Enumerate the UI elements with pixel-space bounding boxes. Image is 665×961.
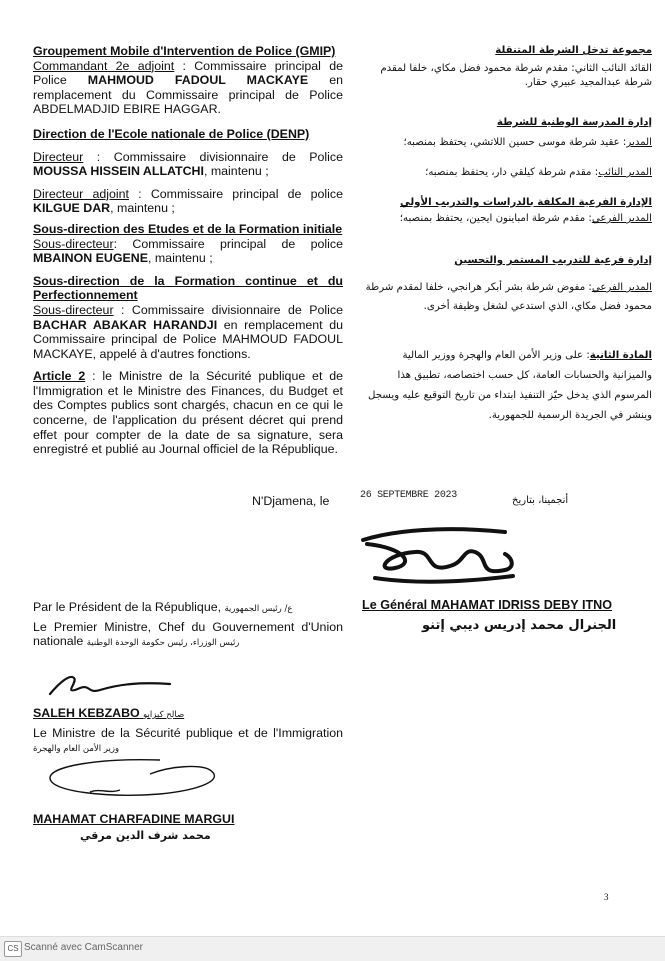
sdfcp-text-fr: : Commissaire divisionnaire de Police xyxy=(113,302,343,317)
page-number: 3 xyxy=(604,892,609,902)
article2-text-fr: : le Ministre de la Sécurité publique et de l'Immigration et le Ministre des Finances, du Budget et des Comptes publics sont chargés, chacun en ce qui le concerne, de l'application du présent décret qui prend effet pour compter de la date de sa signature, sera enregistré et publié au Journal officiel de la République. xyxy=(33,369,343,457)
gmip-role-ar: القائد النائب الثاني xyxy=(574,63,652,74)
sdefi-name-fr: MBAINON EUGENE xyxy=(33,251,148,266)
sdfcp-text-ar: : مفوض شرطة بشر أبكر هرانجي، خلفا لمقدم شرطة محمود فضل مكاي، الذي استدعي لشغل وظيفة أخرى. xyxy=(365,282,652,312)
denp-director-name-fr: MOUSSA HISSEIN ALLATCHI xyxy=(33,164,204,179)
denp-adjoint-name-fr: KILGUE DAR xyxy=(33,201,111,216)
minister-title-ar: وزير الأمن العام والهجرة xyxy=(33,744,120,754)
by-president-ar: ع/ رئيس الجمهورية xyxy=(224,604,293,614)
prime-minister-title-ar: رئيس الوزراء، رئيس حكومة الوحدة الوطنية xyxy=(86,638,240,648)
article2-label-ar: المادة الثانية xyxy=(589,350,652,361)
camscanner-logo-icon: CS xyxy=(4,941,22,957)
scanner-footer-text: Scanné avec CamScanner xyxy=(24,942,143,953)
gmip-text2-fr: en remplacement du Commissaire principal de Police ABDELMADJID EBIRE HAGGAR. xyxy=(33,73,343,117)
minister-title xyxy=(33,726,343,754)
denp-director-role-ar: المدير xyxy=(626,137,652,148)
sdfcp-paragraph-fr xyxy=(33,303,343,361)
prime-minister-title xyxy=(33,620,343,648)
denp-director-text-ar: : عقيد شرطة موسى حسين اللاتشي، يحتفظ بمنصبه؛ xyxy=(403,137,627,148)
place-date-ar: أنجمينا، بتاريخ xyxy=(512,495,569,506)
sdfcp-paragraph-ar xyxy=(360,278,652,316)
sdfcp-text2-fr: en remplacement du Commissaire principal de Police MAHMOUD FADOUL MACKAYE, appelé à d'autres fonctions. xyxy=(33,317,343,361)
gmip-paragraph-ar xyxy=(360,62,652,90)
gmip-name-fr: MAHMOUD FADOUL MACKAYE xyxy=(87,73,309,88)
denp-heading-fr: Direction de l'Ecole nationale de Police (DENP) xyxy=(33,126,310,141)
sdefi-end-fr: , maintenu ; xyxy=(147,251,213,266)
place-date-fr: N'Djamena, le xyxy=(252,494,330,508)
denp-adjoint-role-fr: Directeur adjoint xyxy=(33,186,129,201)
sdfcp-heading-fr: Sous-direction de la Formation continue et du Perfectionnement xyxy=(33,273,343,303)
denp-adjoint-end-fr: , maintenu ; xyxy=(110,201,175,216)
prime-minister-name xyxy=(33,706,184,720)
denp-adjoint-text-fr: : Commissaire principal de police xyxy=(128,186,343,201)
french-column xyxy=(33,44,343,457)
sdfcp-role-ar: المدير الفرعي xyxy=(591,282,652,293)
denp-adjoint-text-ar: : مقدم شرطة كيلقي دار، يحتفظ بمنصبه؛ xyxy=(425,167,599,178)
article2-label-fr: Article 2 xyxy=(33,369,86,384)
minister-name-fr: MAHAMAT CHARFADINE MARGUI xyxy=(33,812,235,826)
prime-minister-signature-icon xyxy=(40,664,180,704)
president-name-fr: Le Général MAHAMAT IDRISS DEBY ITNO xyxy=(362,598,613,612)
gmip-heading-ar: مجموعة تدخل الشرطة المتنقلة xyxy=(495,45,652,56)
gmip-text-ar: : مقدم شرطة محمود فضل مكاي، خلفا لمقدم شرطة عبدالمجيد عبيري حقار. xyxy=(380,63,652,88)
scanner-footer xyxy=(0,936,665,961)
sdfcp-heading-ar: إدارة فرعية للتدريب المستمر والتحسين xyxy=(454,255,652,266)
denp-director-text-fr: : Commissaire divisionnaire de Police xyxy=(83,149,343,164)
prime-minister-name-fr: SALEH KEBZABO xyxy=(33,706,140,720)
prime-minister-name-ar: صالح كبزابو xyxy=(143,710,185,720)
prime-minister-title-fr: Le Premier Ministre, Chef du Gouvernement d'Union nationale xyxy=(33,620,343,648)
sdefi-heading-ar: الإدارة الفرعية المكلفة بالدراسات والتدريب الأولي xyxy=(400,197,652,208)
minister-signature-icon xyxy=(40,752,230,810)
article2-text-ar: : على وزير الأمن العام والهجرة ووزير المالية والميزانية والحسابات العامة، كل حسب اختصاصه، تطبيق هذا المرسوم الذي يدخل حيّز التنفيذ ابتداء من تاريخ التوقيع عليه ويسجل وينشر في الجريدة الرسمية للجمهورية. xyxy=(368,350,652,421)
arabic-column xyxy=(360,44,652,426)
by-president xyxy=(33,600,292,614)
gmip-text-fr: : Commissaire principal de Police xyxy=(33,58,343,88)
president-signature-icon xyxy=(355,518,520,593)
minister-title-fr: Le Ministre de la Sécurité publique et de l'Immigration xyxy=(33,726,343,740)
denp-director-end-fr: , maintenu ; xyxy=(203,164,269,179)
gmip-heading-fr: Groupement Mobile d'Intervention de Police (GMIP) xyxy=(33,44,336,58)
denp-adjoint-fr xyxy=(33,187,343,216)
article2-ar xyxy=(360,346,652,426)
denp-heading-ar: إدارة المدرسة الوطنية للشرطة xyxy=(496,117,652,128)
by-president-fr: Par le Président de la République, xyxy=(33,600,222,614)
article2-fr xyxy=(33,369,343,457)
date-stamp: 26 SEPTEMBRE 2023 xyxy=(360,490,457,501)
denp-adjoint-ar xyxy=(360,166,652,180)
sdefi-role-ar: المدير الفرعي xyxy=(591,213,652,224)
denp-director-ar xyxy=(360,136,652,150)
sdefi-text-fr: : Commissaire principal de police xyxy=(113,236,343,251)
sdefi-paragraph-fr xyxy=(33,237,343,266)
minister-name-ar-text: محمد شرف الدين مرقي xyxy=(80,829,211,842)
president-name-ar: الجنرال محمد إدريس ديبي إتنو xyxy=(422,618,617,633)
denp-director-fr xyxy=(33,150,343,179)
denp-adjoint-role-ar: المدير النائب xyxy=(598,167,652,178)
gmip-paragraph-fr xyxy=(33,59,343,117)
sdefi-heading-fr: Sous-direction des Etudes et de la Formation initiale xyxy=(33,221,343,236)
sdefi-text-ar: : مقدم شرطة امباينون ايجين، يحتفظ بمنصبه؛ xyxy=(399,213,592,224)
sdfcp-name-fr: BACHAR ABAKAR HARANDJI xyxy=(33,317,218,332)
gmip-role-fr: Commandant 2e adjoint xyxy=(33,58,175,73)
minister-name-ar xyxy=(80,828,211,842)
sdefi-role-fr: Sous-directeur xyxy=(33,236,114,251)
denp-director-role-fr: Directeur xyxy=(33,149,84,164)
sdfcp-role-fr: Sous-directeur xyxy=(33,302,114,317)
sdefi-paragraph-ar xyxy=(360,212,652,226)
